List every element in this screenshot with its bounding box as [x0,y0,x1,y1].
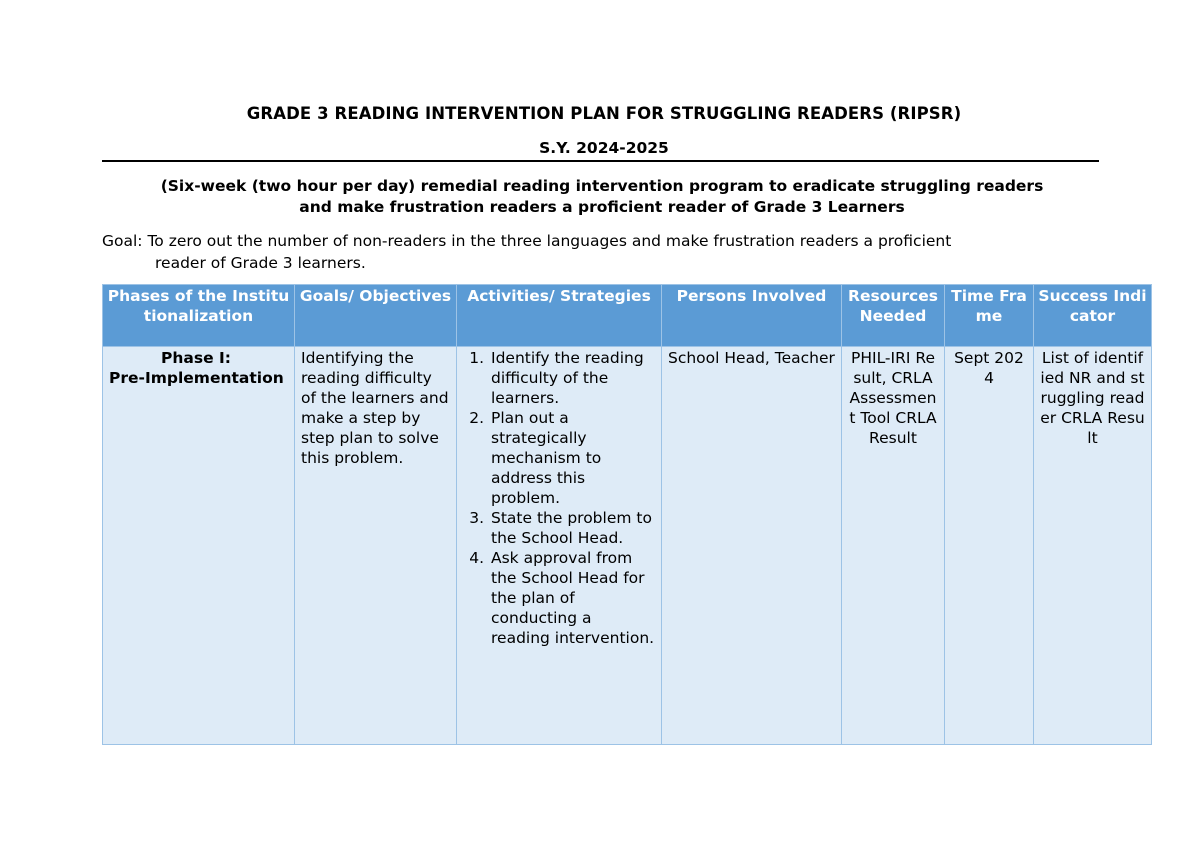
header-resources: Resources Needed [842,285,945,347]
divider [102,160,1099,162]
activity-item: 2. Plan out a strategically mechanism to address this problem. [489,408,655,508]
cell-phase [103,347,295,745]
cell-persons: School Head, Teacher [662,347,842,745]
activity-item: 4. Ask approval from the School Head for the plan of conducting a reading intervention. [489,548,655,648]
cell-time-frame: Sept 2024 [945,347,1034,745]
cell-success-indicator: List of identified NR and struggling reader CRLA Result [1034,347,1152,745]
activity-item: 3. State the problem to the School Head. [489,508,655,548]
header-time-frame: Time Frame [945,285,1034,347]
cell-resources: PHIL-IRI Result, CRLA Assessment Tool CRLA Result [842,347,945,745]
activities-list [463,348,655,648]
phase-name: Pre-Implementation [109,369,284,387]
program-description [102,176,1102,218]
goal-line-1: Goal: To zero out the number of non-readers in the three languages and make frustration readers a proficient [102,232,952,250]
intervention-plan-table [102,284,1152,745]
header-goals: Goals/ Objectives [295,285,457,347]
header-persons: Persons Involved [662,285,842,347]
table-header-row [103,285,1152,347]
subtitle-line-2: and make frustration readers a proficient reader of Grade 3 Learners [299,198,905,216]
activity-item: 1. Identify the reading difficulty of the learners. [489,348,655,408]
header-activities: Activities/ Strategies [457,285,662,347]
phase-label: Phase I: [161,349,231,367]
school-year: S.Y. 2024-2025 [539,139,669,157]
goal-statement [102,230,1102,274]
header-phases: Phases of the Institutionalization [103,285,295,347]
cell-goal: Identifying the reading difficulty of the learners and make a step by step plan to solve this problem. [295,347,457,745]
goal-line-2: reader of Grade 3 learners. [155,254,366,272]
table-row [103,347,1152,745]
subtitle-line-1: (Six-week (two hour per day) remedial reading intervention program to eradicate struggling readers [160,177,1044,195]
document-title: GRADE 3 READING INTERVENTION PLAN FOR STRUGGLING READERS (RIPSR) [246,104,962,123]
header-success-indicator: Success Indicator [1034,285,1152,347]
cell-activities [457,347,662,745]
